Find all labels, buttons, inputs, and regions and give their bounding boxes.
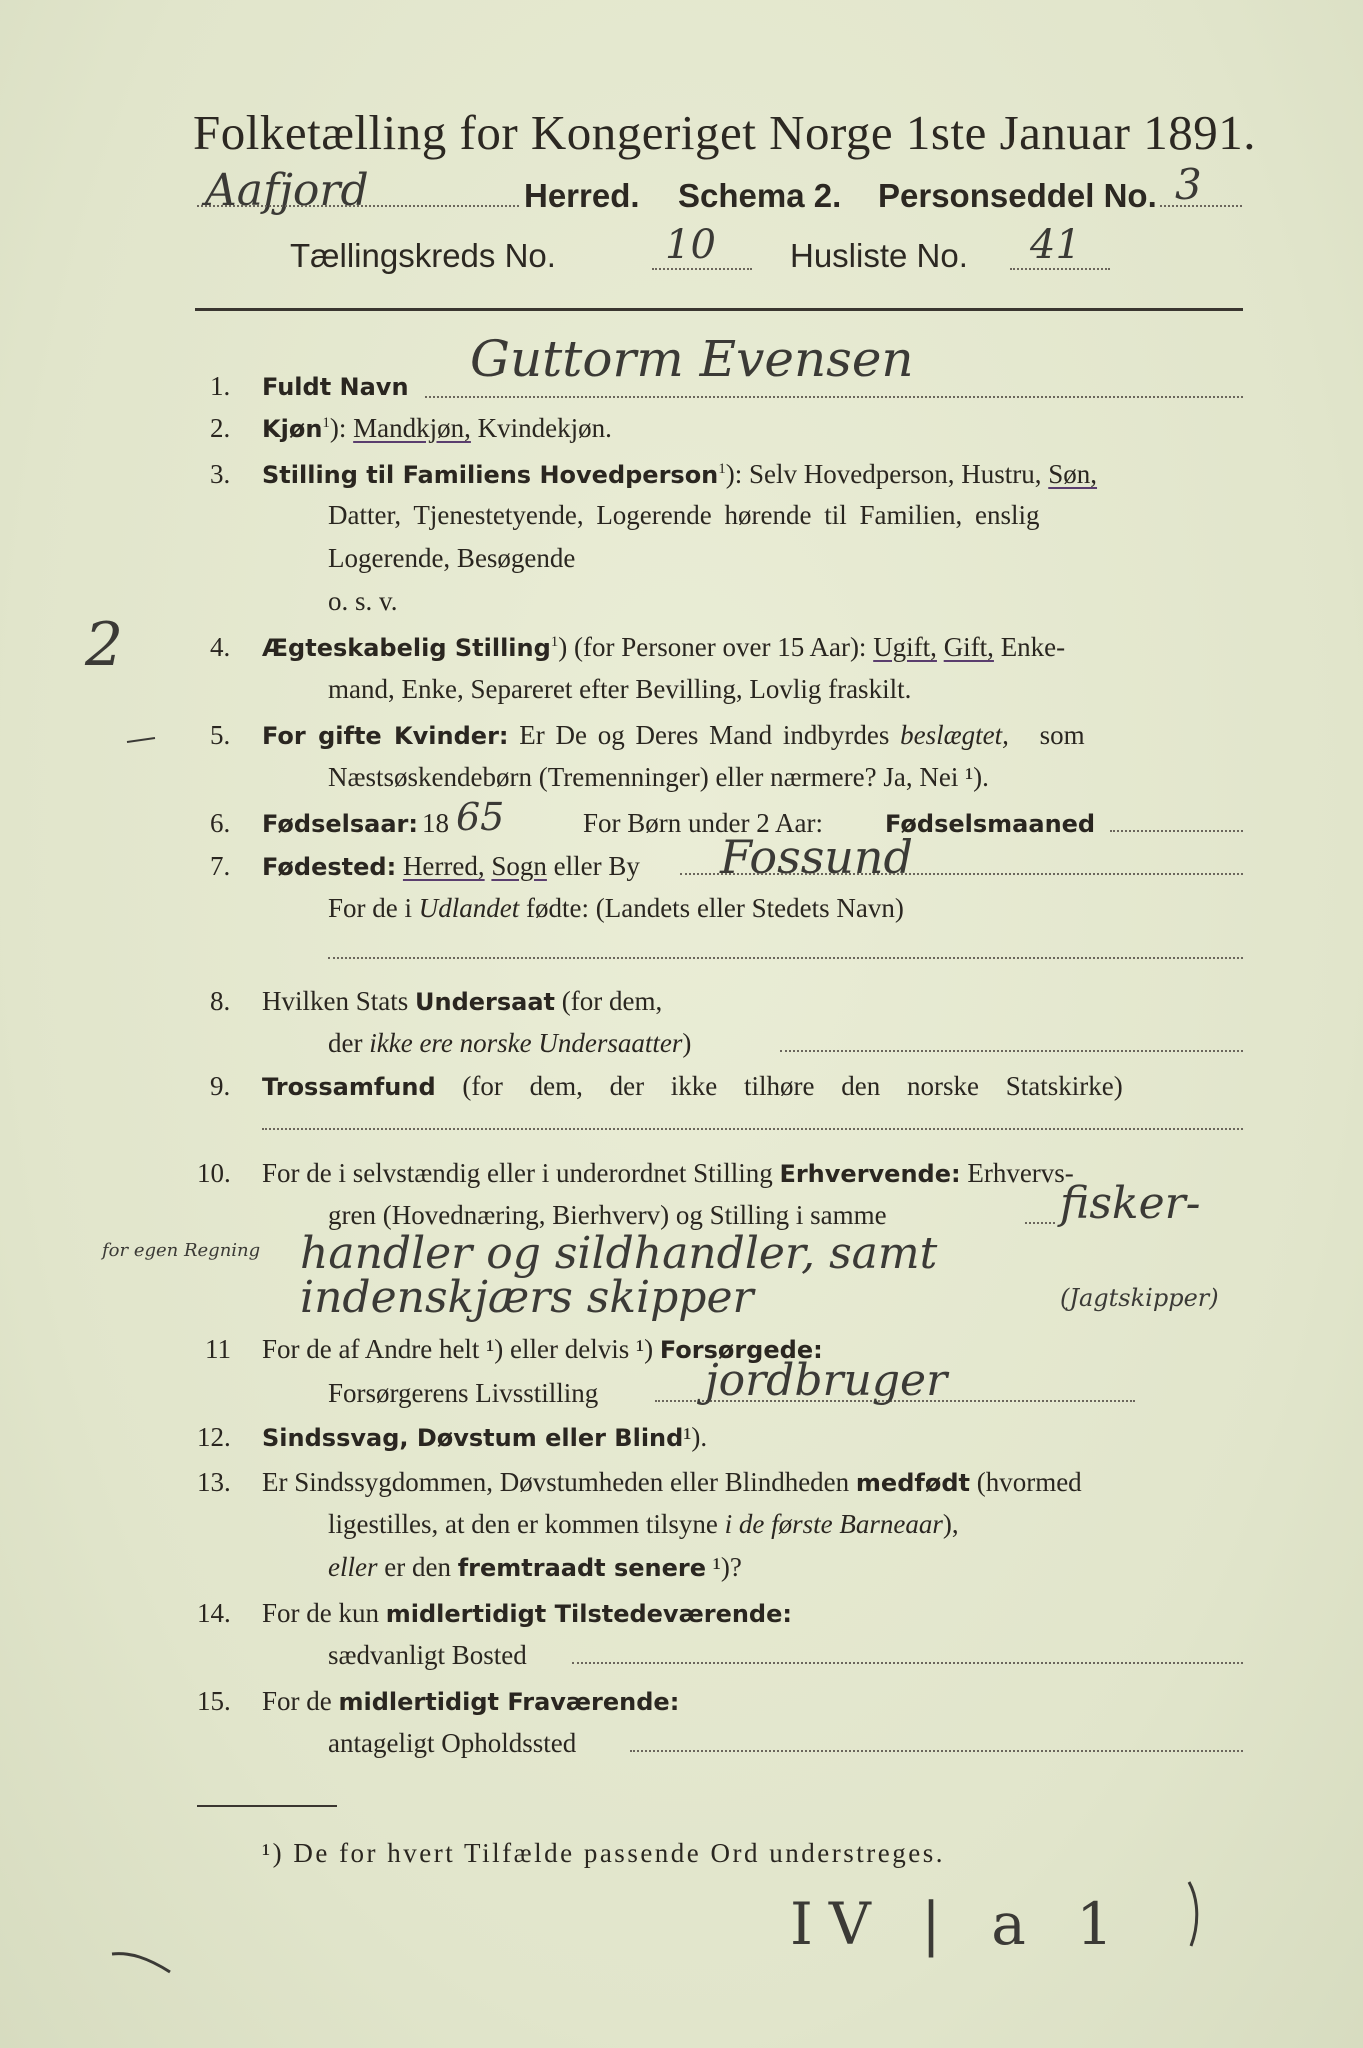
q7-dots2 [328, 957, 1243, 959]
q13-line3: eller er den fremtraadt senere ¹)? [328, 1552, 742, 1582]
q11-value: jordbruger [705, 1355, 948, 1406]
q6-dots [1110, 830, 1243, 832]
q8-line1: Hvilken Stats Undersaat (for dem, [262, 986, 663, 1016]
q15-line2: antageligt Opholdssted [328, 1728, 577, 1758]
q10-margin-note: for egen Regning [102, 1240, 261, 1261]
q9-number: 9. [210, 1071, 231, 1101]
q6-number: 6. [210, 808, 231, 838]
q7-value: Fossund [720, 830, 914, 884]
q6-label2: Fødselsmaaned [885, 810, 1096, 838]
q1-number: 1. [210, 371, 231, 401]
personseddel-value: 3 [1175, 160, 1202, 209]
q3-line1: Stilling til Familiens Hovedperson$^1$): Selv Hovedperson, Hustru, Søn, [262, 459, 1098, 489]
q3-line4: o. s. v. [328, 586, 398, 616]
q6-mid: For Børn under 2 Aar: [583, 808, 823, 838]
q6-label: Fødselsaar: [262, 810, 418, 838]
q5-line2: Næstsøskendebørn (Tremenninger) eller nærmere? Ja, Nei ¹). [328, 762, 989, 792]
q15-dots [630, 1750, 1243, 1752]
header-rule [195, 308, 1243, 311]
q1-value: Guttorm Evensen [470, 330, 914, 388]
q10-value1: fisker- [1060, 1178, 1201, 1229]
q7-dots [680, 873, 1243, 875]
q4-margin-mark: 2 [85, 610, 124, 680]
husliste-value: 41 [1030, 222, 1081, 268]
kreds-value: 10 [665, 222, 716, 268]
q10-value2: handler og sildhandler, samt [300, 1228, 938, 1279]
husliste-label: Husliste No. [790, 237, 968, 274]
q10-line2: gren (Hovednæring, Bierhverv) og Stilling i samme [328, 1200, 887, 1230]
q5-number: 5. [210, 720, 231, 750]
herred-dots [197, 205, 519, 207]
q7-line2: For de i Udlandet fødte: (Landets eller Stedets Navn) [328, 893, 904, 923]
herred-label: Herred. [524, 177, 640, 214]
q10-dots [1025, 1222, 1055, 1224]
q10-line1: For de i selvstændig eller i underordnet Stilling Erhvervende: Erhvervs- [262, 1158, 1074, 1188]
q11-line1: For de af Andre helt ¹) eller delvis ¹) Forsørgede: [262, 1334, 823, 1364]
herred-value: Aafjord [205, 165, 369, 216]
q8-number: 8. [210, 986, 231, 1016]
bottom-marks: IV | a 1 [790, 1890, 1130, 1958]
footnote: ¹) De for hvert Tilfælde passende Ord understreges. [262, 1838, 945, 1868]
q15-line1: For de midlertidigt Fraværende: [262, 1686, 680, 1716]
q13-number: 13. [197, 1467, 231, 1497]
personseddel-label: Personseddel No. [878, 177, 1157, 214]
q12-line: Sindssvag, Døvstum eller Blind¹). [262, 1422, 708, 1452]
q14-line2: sædvanligt Bosted [328, 1640, 527, 1670]
personseddel-dots [1160, 205, 1242, 207]
footnote-rule [197, 1805, 337, 1807]
q14-line1: For de kun midlertidigt Tilstedeværende: [262, 1598, 792, 1628]
q6-value: 65 [456, 795, 505, 839]
q8-dots [780, 1050, 1243, 1052]
q4-number: 4. [210, 632, 231, 662]
q1-dots [425, 396, 1243, 398]
q4-line1: Ægteskabelig Stilling$^1$) (for Personer over 15 Aar): Ugift, Gift, Enke- [262, 632, 1066, 662]
q13-line2: ligestilles, at den er kommen tilsyne i de første Barneaar), [328, 1509, 959, 1539]
q13-line1: Er Sindssygdommen, Døvstumheden eller Blindheden medfødt (hvormed [262, 1467, 1082, 1497]
q1-label: Fuldt Navn [262, 373, 409, 401]
q12-number: 12. [197, 1422, 231, 1452]
q2-line: Kjøn$^1$): Mandkjøn, Kvindekjøn. [262, 413, 612, 443]
stray-pen-mark [110, 1940, 180, 1980]
q11-number: 11 [205, 1334, 231, 1364]
schema-label: Schema 2. [678, 177, 842, 214]
q15-number: 15. [197, 1686, 231, 1716]
q9-dots [262, 1128, 1243, 1130]
q7-number: 7. [210, 851, 231, 881]
q11-line2: Forsørgerens Livsstilling [328, 1378, 599, 1408]
q10-number: 10. [197, 1158, 231, 1188]
q10-value3b: (Jagtskipper) [1060, 1284, 1219, 1312]
q10-value3: indenskjærs skipper [300, 1272, 754, 1323]
q3-number: 3. [210, 459, 231, 489]
q3-line2: Datter, Tjenestetyende, Logerende hørende til Familien, enslig [328, 500, 1040, 530]
q4-line2: mand, Enke, Separeret efter Bevilling, Lovlig fraskilt. [328, 674, 912, 704]
q5-margin-dash [125, 730, 165, 750]
husliste-dots [1010, 268, 1110, 270]
kreds-label: Tællingskreds No. [290, 237, 556, 274]
q8-line2: der ikke ere norske Undersaatter) [328, 1028, 692, 1058]
q6-prefix: 18 [422, 808, 449, 838]
q5-line1: For gifte Kvinder: Er De og Deres Mand indbyrdes beslægtet, som [262, 720, 1085, 750]
q7-line1: Fødested: Herred, Sogn eller By [262, 851, 640, 881]
form-title: Folketælling for Kongeriget Norge 1ste Januar 1891. [193, 105, 1256, 160]
kreds-dots [652, 268, 752, 270]
q14-number: 14. [197, 1598, 231, 1628]
q3-line3: Logerende, Besøgende [328, 543, 576, 573]
q2-number: 2. [210, 413, 231, 443]
q14-dots [572, 1662, 1243, 1664]
q2-mandkjon: Mandkjøn, [353, 413, 471, 443]
bracket-mark [1185, 1880, 1205, 1950]
q9-line: Trossamfund (for dem, der ikke tilhøre den norske Statskirke) [262, 1071, 1123, 1101]
